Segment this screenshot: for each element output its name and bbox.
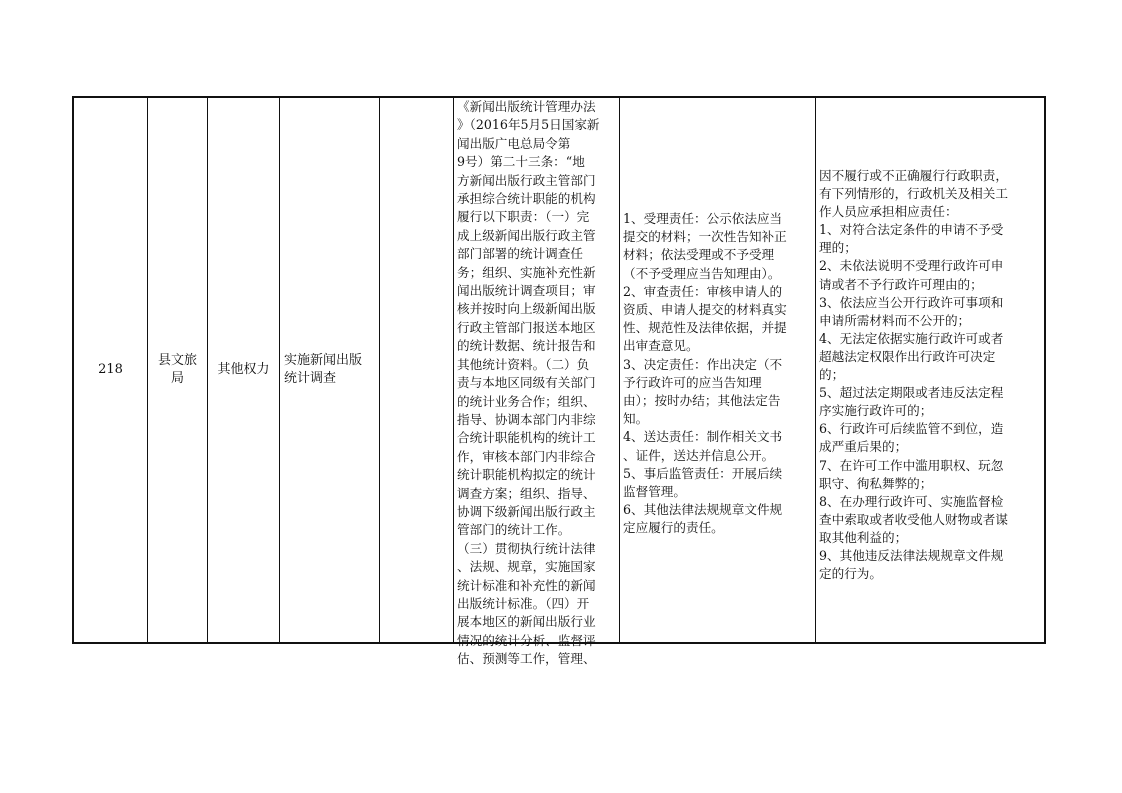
power-type: 其他权力 [217,362,270,377]
cell-row-number [74,98,148,642]
row-number: 218 [98,362,123,377]
cell-item-name [280,98,380,642]
cell-legal-basis [454,98,620,667]
cell-liability [816,98,1046,642]
cell-sub-item [380,98,454,642]
department-name: 县文旅 局 [157,353,197,386]
cell-power-type [208,98,280,642]
power-list-table [72,96,1046,667]
liability-text: 因不履行或不正确履行行政职责， 有下列情形的，行政机关及相关工 作人员应承担相应责任： 1、对符合法定条件的申请不予受 理的； 2、未依法说明不受理行政许可申 请或者不予行政许可理由的； 3、依法应当公开行政许可事项和 申请所需材料而不公开的； 4、无法定依据实施行政许可或者 超越法定权限作出行政许可决定 的； 5、超过法定期限或者违反法定程 序实施行政许可的； 6、行政许可后续监管不到位，造 成严重后果的； 7、在许可工作中滥用职权、玩忽 职守、徇私舞弊的； 8、在办理行政许可、实施监督检 查中索取或者收受他人财物或者谋 取其他利益的； 9、其他违反法律法规规章文件规 定的行为。 [819,168,1008,582]
cell-responsibilities [620,98,816,642]
legal-basis-text: 《新闻出版统计管理办法 》（2016年5月5日国家新 闻出版广电总局令第 9号）第二十三条：“地 方新闻出版行政主管部门 承担综合统计职能的机构 履行以下职责：（一）完 成上级新闻出版行政主管 部门部署的统计调查任 务；组织、实施补充性新 闻出版统计调查项目；审 核并按时向上级新闻出版 行政主管部门报送本地区 的统计数据、统计报告和 其他统计资料。（二）负 责与本地区同级有关部门 的统计业务合作；组织、 指导、协调本部门内非综 合统计职能机构的统计工 作，审核本部门内非综合 统计职能机构拟定的统计 调查方案；组织、指导、 协调下级新闻出版行政主 管部门的统计工作。 （三）贯彻执行统计法律 、法规、规章，实施国家 统计标准和补充性的新闻 出版统计标准。（四）开 展本地区的新闻出版行业 情况的统计分析、监督评 估、预测等工作，管理、 [457,99,600,667]
responsibilities-text: 1、受理责任：公示依法应当 提交的材料；一次性告知补正 材料；依法受理或不予受理 （不予受理应当告知理由）。 2、审查责任：审核申请人的 资质、申请人提交的材料真实 性、规范性及法律依据，并提 出审查意见。 3、决定责任：作出决定（不 予行政许可的应当告知理 由）；按时办结；其他法定告 知。 4、送达责任：制作相关文书 、证件，送达并信息公开。 5、事后监管责任：开展后续 监督管理。 6、其他法律法规规章文件规 定应履行的责任。 [623,211,787,536]
item-name: 实施新闻出版 统计调查 [284,353,363,386]
cell-department [148,98,208,642]
